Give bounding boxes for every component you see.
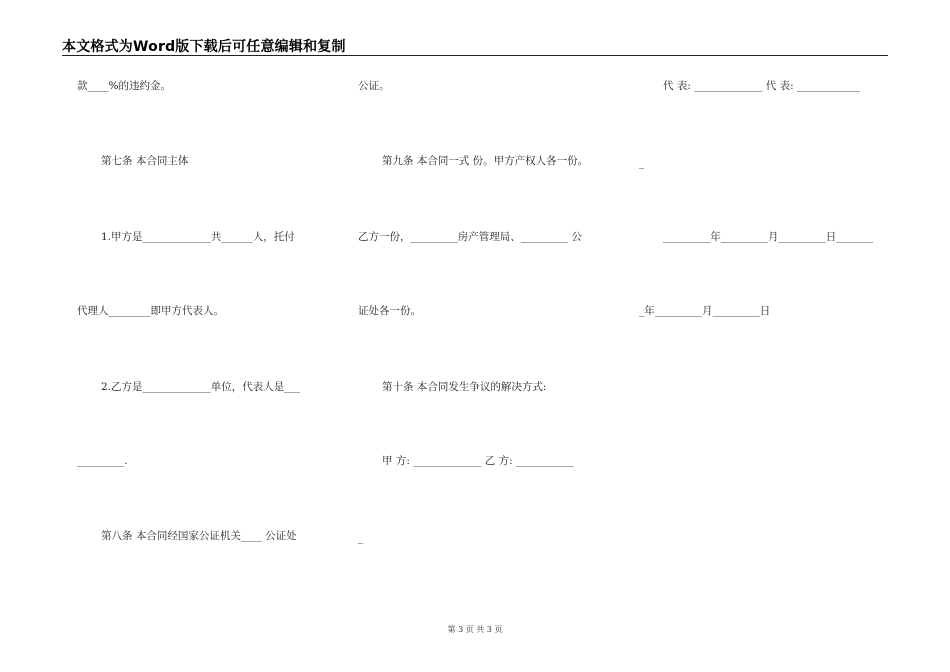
col3-line-3: _________年_________月_________日_______ — [663, 231, 873, 243]
col1-line-6: _________. — [77, 455, 128, 467]
col2-line-3: 乙方一份，_________房产管理局、_________ 公 — [358, 231, 582, 243]
col2-line-2: 第九条 本合同一式 份。甲方产权人各一份。 — [382, 155, 589, 167]
col2-line-7: _ — [358, 532, 364, 544]
col1-line-2: 第七条 本合同主体 — [101, 155, 189, 167]
col2-line-5: 第十条 本合同发生争议的解决方式: — [382, 381, 547, 393]
col3-line-1: 代 表: _____________ 代 表: ____________ — [663, 80, 861, 92]
col2-line-1: 公证。 — [358, 80, 390, 92]
col1-line-4: 代理人________即甲方代表人。 — [77, 305, 224, 317]
col1-line-7: 第八条 本合同经国家公证机关____ 公证处 — [101, 530, 297, 542]
document-header: 本文格式为Word版下载后可任意编辑和复制 — [62, 39, 346, 55]
col2-line-6: 甲 方: _____________ 乙 方: ___________ — [382, 455, 574, 467]
col1-line-3: 1.甲方是_____________共______人，托付 — [101, 231, 295, 243]
page-number: 第 3 页 共 3 页 — [447, 625, 503, 634]
col2-line-4: 证处各一份。 — [358, 305, 421, 317]
header-divider — [62, 55, 888, 56]
col3-line-4: _年_________月_________日 — [639, 305, 771, 317]
col1-line-5: 2.乙方是_____________单位，代表人是___ — [101, 381, 301, 393]
col1-line-1: 款____%的违约金。 — [77, 80, 171, 92]
col3-line-2: _ — [639, 157, 645, 169]
